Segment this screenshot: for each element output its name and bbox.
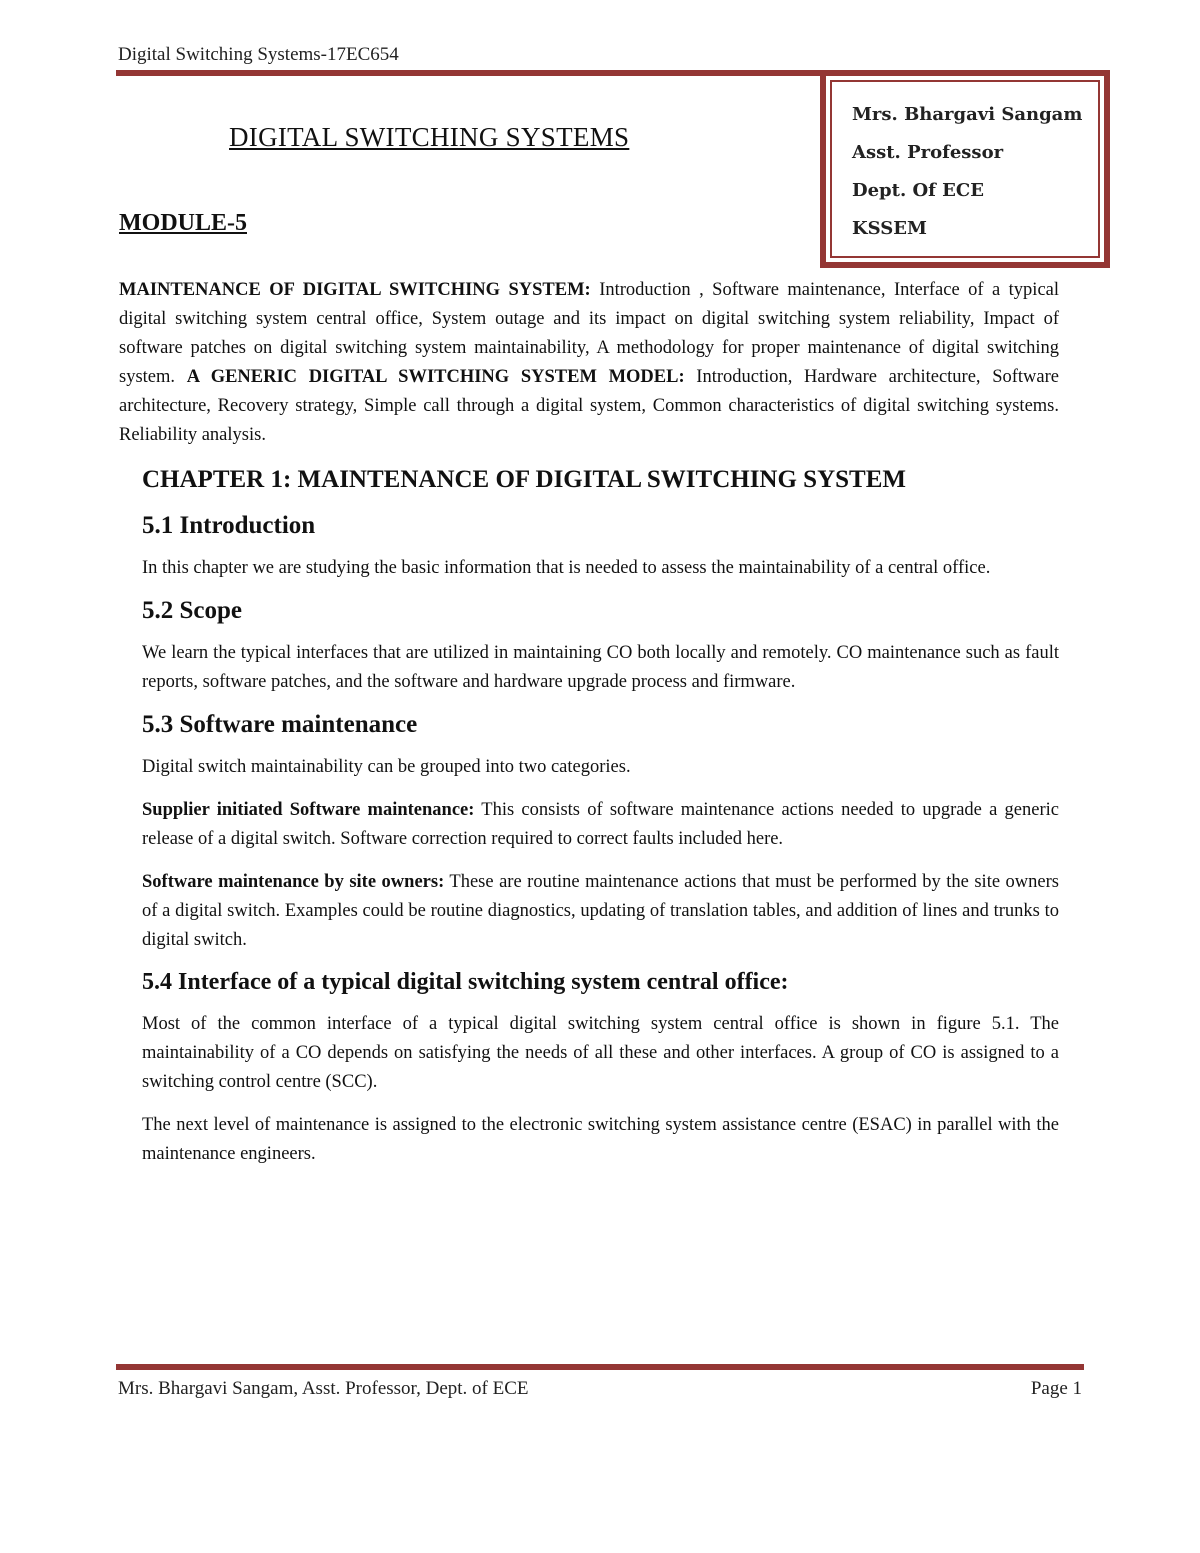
footer-author: Mrs. Bhargavi Sangam, Asst. Professor, Dept. of ECE — [118, 1378, 529, 1399]
supplier-maintenance-label: Supplier initiated Software maintenance: — [142, 800, 475, 820]
section-text-interface-2: The next level of maintenance is assigned to the electronic switching system assistance centre (ESAC) in parallel with the maintenance engineers. — [142, 1115, 1059, 1164]
author-details — [852, 96, 1082, 248]
supplier-maintenance-text: This consists of software maintenance actions needed to upgrade a generic release of a digital switch. Software correction required to correct faults included here. — [142, 800, 1059, 849]
footer-divider — [116, 1364, 1084, 1370]
author-department: Dept. Of ECE — [852, 180, 984, 201]
owner-maintenance-text: These are routine maintenance actions that must be performed by the site owners of a digital switch. Examples could be routine diagnostics, updating of translation tables, and addition of lines and trunks to digital switch. — [142, 872, 1059, 950]
author-name: Mrs. Bhargavi Sangam — [852, 104, 1083, 125]
syllabus-heading-maintenance: MAINTENANCE OF DIGITAL SWITCHING SYSTEM: — [119, 280, 591, 300]
module-heading: MODULE-5 — [119, 210, 247, 236]
section-text-interface-1: Most of the common interface of a typical digital switching system central office is shown in figure 5.1. The maintainability of a CO depends on satisfying the needs of all these and other interfaces. A group of CO is assigned to a switching control centre (SCC). — [142, 1014, 1059, 1092]
section-text-scope: We learn the typical interfaces that are utilized in maintaining CO both locally and remotely. CO maintenance such as fault reports, software patches, and the software and hardware upgrade process and firmware. — [142, 643, 1059, 692]
syllabus-paragraph — [119, 276, 1059, 450]
section-heading-scope: 5.2 Scope — [142, 597, 242, 624]
section-heading-software-maintenance: 5.3 Software maintenance — [142, 711, 418, 738]
author-designation: Asst. Professor — [852, 142, 1004, 163]
page-number: Page 1 — [1030, 1378, 1082, 1399]
owner-maintenance-paragraph — [142, 868, 1059, 955]
document-title: DIGITAL SWITCHING SYSTEMS — [229, 122, 630, 152]
chapter-title: CHAPTER 1: MAINTENANCE OF DIGITAL SWITCHING SYSTEM — [142, 466, 906, 493]
syllabus-heading-generic-model: A GENERIC DIGITAL SWITCHING SYSTEM MODEL: — [186, 367, 685, 387]
author-institution: KSSEM — [852, 218, 927, 239]
section-heading-interface: 5.4 Interface of a typical digital switching system central office: — [142, 969, 789, 995]
syllabus-text-generic-model: Introduction, Hardware architecture, Software architecture, Recovery strategy, Simple call through a digital system, Common characteristics of digital switching systems. Reliability analysis. — [119, 367, 1059, 445]
supplier-maintenance-paragraph — [142, 796, 1059, 854]
author-info-box — [820, 70, 1110, 268]
section-text-software-maintenance: Digital switch maintainability can be grouped into two categories. — [142, 757, 631, 777]
syllabus-text-maintenance: Introduction , Software maintenance, Interface of a typical digital switching system central office, System outage and its impact on digital switching system reliability, Impact of software patches on digital switching system maintainability, A methodology for proper maintenance of digital switching system. — [119, 280, 1060, 387]
owner-maintenance-label: Software maintenance by site owners: — [142, 872, 445, 892]
section-text-introduction: In this chapter we are studying the basic information that is needed to assess the maintainability of a central office. — [142, 558, 991, 578]
running-header: Digital Switching Systems-17EC654 — [118, 44, 399, 65]
section-heading-introduction: 5.1 Introduction — [142, 512, 316, 539]
main-content — [142, 466, 1059, 1183]
